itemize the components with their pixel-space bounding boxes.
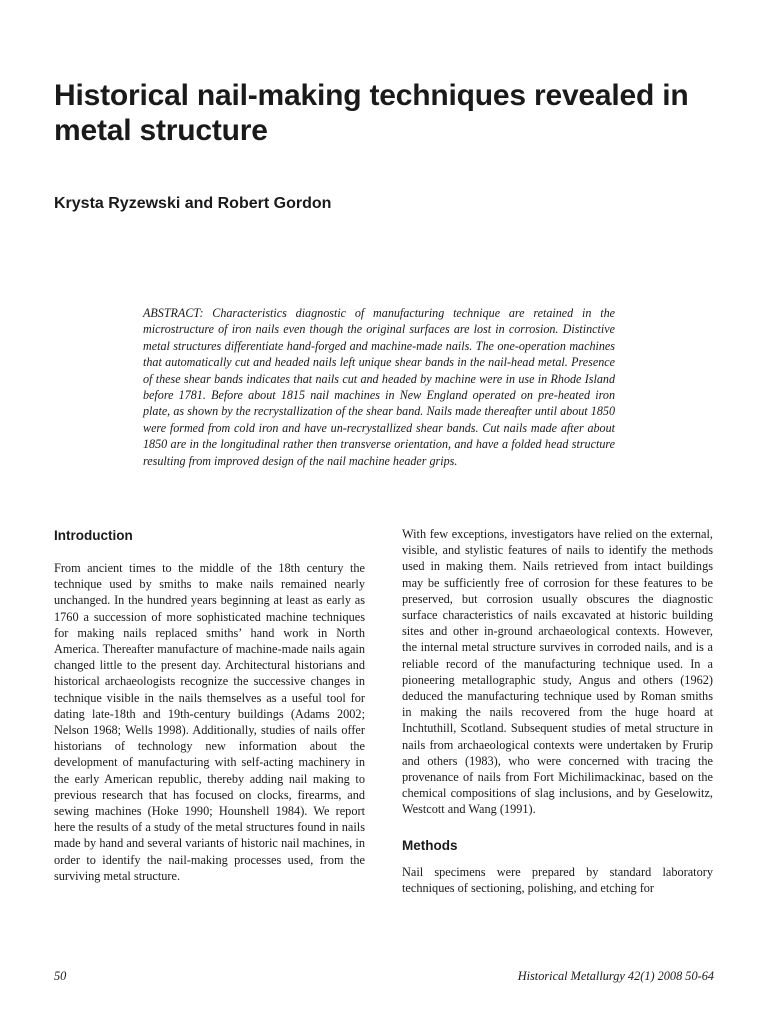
abstract: ABSTRACT: Characteristics diagnostic of manufacturing technique are retained in the microstructure of iron nails even though the original surfaces are lost in corrosion. Distinctive metal structures differentiate hand-forged and machine-made nails. The one-operation machines that automatically cut and headed nails left unique shear bands in the nail-head metal. Presence of these shear bands indicates that nails cut and headed by machine were in use in Rhode Island before 1781. Before about 1815 nail machines in New England operated on pre-heated iron plate, as shown by the recrystallization of the shear band. Nails made thereafter until about 1850 were formed from cold iron and have un-recrystallized shear bands. Cut nails made after about 1850 are in the longitudinal rather then transverse orientation, and have a folded head structure resulting from improved design of the nail machine header grips.: [143, 306, 615, 468]
article-authors: Krysta Ryzewski and Robert Gordon: [54, 195, 332, 212]
introduction-paragraph: From ancient times to the middle of the 18th century the technique used by smiths to make nails remained nearly unchanged. In the hundred years beginning at least as early as 1760 a succession of more sophisticated machine techniques for making nails replaced smiths’ hand work in North America. Thereafter manufacture of machine-made nails again changed little to the present day. Architectural historians and historical archaeologists recognize the successive changes in technique visible in the nails themselves as a useful tool for dating late-18th and 19th-century buildings (Adams 2002; Nelson 1968; Wells 1998). Additionally, studies of nails offer historians of technology new information about the development of manufacturing with self-acting machinery in the early American republic, thereby adding nail making to previous research that has focused on clocks, firearms, and sewing machines (Hoke 1990; Hounshell 1984). We report here the results of a study of the metal structures found in nails made by hand and several variants of historic nail machines, in order to identify the nail-making processes used, from the surviving metal structure.: [54, 561, 365, 883]
journal-citation: Historical Metallurgy 42(1) 2008 50-64: [517, 969, 714, 983]
left-column: [54, 526, 365, 884]
methods-heading: Methods: [402, 837, 458, 853]
right-column: [402, 526, 713, 896]
article-title: Historical nail-making techniques revealed in metal structure: [54, 79, 689, 147]
methods-paragraph: Nail specimens were prepared by standard laboratory techniques of sectioning, polishing, and etching for: [402, 864, 713, 895]
page-number: 50: [54, 969, 67, 983]
right-column-paragraph: With few exceptions, investigators have relied on the external, visible, and stylistic features of nails to identify the methods used in making them. Nails retrieved from intact buildings may be sufficiently free of corrosion for these features to be preserved, but corrosion usually obscures the diagnostic surface characteristics of nails excavated at historic building sites and other in-ground archaeological contexts. However, the internal metal structure survives in corroded nails, and is a reliable record of the manufacturing technique used. In a pioneering metallographic study, Angus and others (1962) deduced the manufacturing technique used by Roman smiths in making the nails recovered from the huge hoard at Inchtuthill, Scotland. Subsequent studies of metal structure in nails from archaeological contexts were undertaken by Frurip and others (1983), who were concerned with tracing the provenance of nails from Fort Michilimackinac, based on the chemical compositions of slag inclusions, and by Geselowitz, Westcott and Wang (1991).: [402, 527, 713, 817]
introduction-heading: Introduction: [54, 528, 133, 543]
